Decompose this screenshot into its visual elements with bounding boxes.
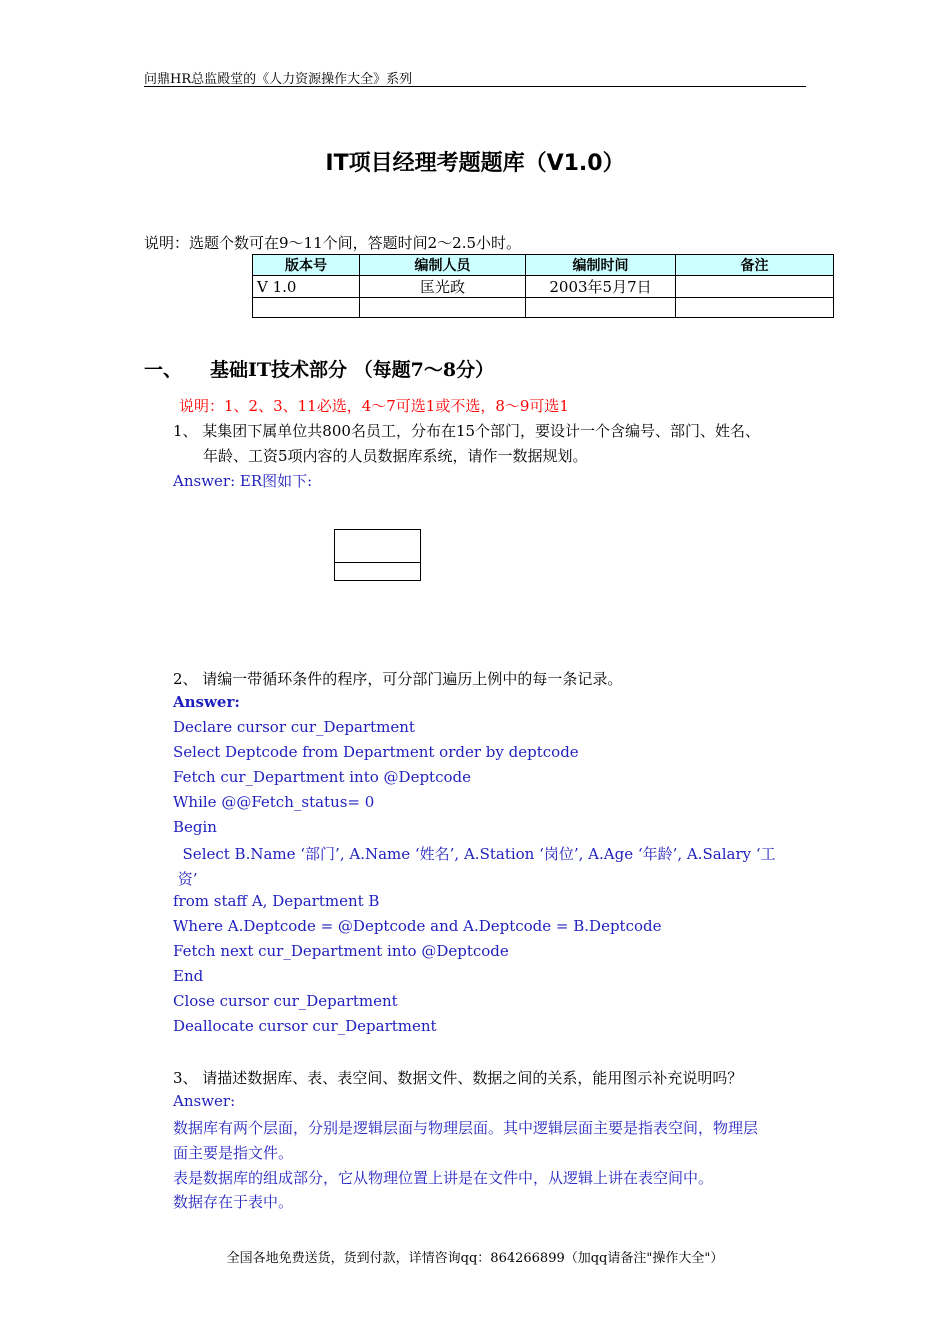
table-row (253, 298, 834, 318)
col-date: 编制时间 (526, 255, 676, 276)
code-line: Begin (173, 818, 217, 836)
cell-version: V 1.0 (253, 276, 360, 298)
section-number: 一、 (144, 359, 183, 381)
q3-answer-line: 表是数据库的组成部分，它从物理位置上讲是在文件中，从逻辑上讲在表空间中。 (173, 1169, 714, 1187)
col-author: 编制人员 (360, 255, 526, 276)
q1-text-line2: 年龄、工资5项内容的人员数据库系统，请作一数据规划。 (203, 447, 588, 465)
cell-remark (676, 276, 834, 298)
q3-question: 3、 请描述数据库、表、表空间、数据文件、数据之间的关系，能用图示补充说明吗？ (173, 1069, 743, 1087)
code-line: Declare cursor cur_Department (173, 718, 415, 736)
q3-answer-line: 数据存在于表中。 (173, 1193, 294, 1211)
code-line: Fetch next cur_Department into @Deptcode (173, 942, 509, 960)
section-heading (144, 355, 494, 382)
code-line: Where A.Deptcode = @Deptcode and A.Deptcode = B.Deptcode (173, 917, 662, 935)
code-line: 资’ (173, 870, 198, 888)
q2-question: 2、 请编一带循环条件的程序，可分部门遍历上例中的每一条记录。 (173, 670, 623, 688)
code-line: Select Deptcode from Department order by deptcode (173, 743, 579, 761)
cell-remark (676, 298, 834, 318)
section-instruction: 说明：1、2、3、11必选，4～7可选1或不选，8～9可选1 (179, 397, 569, 415)
q3-answer-label: Answer: (173, 1092, 236, 1110)
code-line: End (173, 967, 204, 985)
q1-text-line1: 1、 某集团下属单位共800名员工，分布在15个部门，要设计一个含编号、部门、姓名、 (173, 422, 761, 440)
er-entity-divider (335, 562, 420, 563)
table-row (253, 276, 834, 298)
version-table (252, 254, 834, 318)
q1-answer: Answer: ER图如下: (173, 472, 313, 490)
code-line: from staff A, Department B (173, 892, 380, 910)
version-table-header (253, 255, 834, 276)
page-footer: 全国各地免费送货，货到付款，详情咨询qq：864266899（加qq请备注"操作大全"） (226, 1251, 724, 1266)
code-line: While @@Fetch_status= 0 (173, 793, 375, 811)
col-version: 版本号 (253, 255, 360, 276)
er-diagram-entity (334, 529, 421, 581)
page-header: 问鼎HR总监殿堂的《人力资源操作大全》系列 (144, 72, 413, 87)
page-title: IT项目经理考题题库（V1.0） (325, 151, 625, 176)
col-remark: 备注 (676, 255, 834, 276)
code-line: Select B.Name ‘部门’, A.Name ‘姓名’, A.Station ‘岗位’, A.Age ‘年龄’, A.Salary ‘工 (173, 845, 776, 863)
q2-answer-label: Answer: (173, 693, 240, 711)
code-line: Fetch cur_Department into @Deptcode (173, 768, 471, 786)
exam-note: 说明：选题个数可在9～11个间，答题时间2～2.5小时。 (144, 234, 522, 252)
code-line: Deallocate cursor cur_Department (173, 1017, 437, 1035)
code-line: Close cursor cur_Department (173, 992, 398, 1010)
q3-answer-line: 数据库有两个层面，分别是逻辑层面与物理层面。其中逻辑层面主要是指表空间，物理层 (173, 1119, 759, 1137)
cell-author: 匡光政 (360, 276, 526, 298)
cell-author (360, 298, 526, 318)
q3-answer-line: 面主要是指文件。 (173, 1144, 294, 1162)
cell-date: 2003年5月7日 (526, 276, 676, 298)
cell-version (253, 298, 360, 318)
section-title: 基础IT技术部分 （每题7～8分） (210, 359, 495, 381)
cell-date (526, 298, 676, 318)
header-rule (144, 86, 806, 87)
